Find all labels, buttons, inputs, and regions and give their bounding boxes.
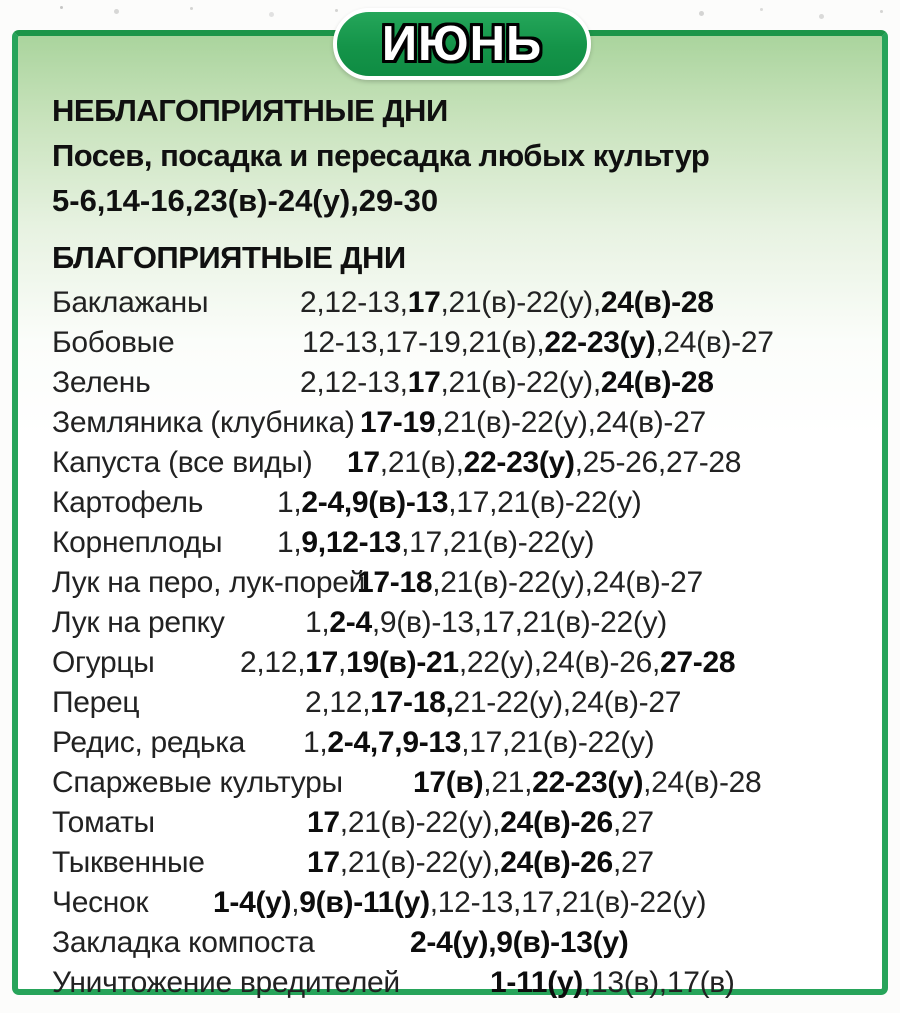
dates-segment: ,21(в), xyxy=(379,446,464,479)
calendar-sheet xyxy=(12,30,888,999)
dates-bold-segment: 1-4(у) xyxy=(213,886,292,919)
dates-bold-segment: 9(в)-11(у) xyxy=(299,886,430,919)
unfavorable-title: НЕБЛАГОПРИЯТНЫЕ ДНИ xyxy=(52,93,448,128)
table-row xyxy=(52,723,858,763)
dates-segment: 2,12-13, xyxy=(300,286,408,319)
dates-bold-segment: 17 xyxy=(407,286,441,319)
crop-name: Перец xyxy=(52,686,140,719)
dates-bold-segment: 1-11(у) xyxy=(490,966,583,999)
dates-segment: ,21(в)-22(у), xyxy=(440,286,601,319)
dates-bold-segment: 17 xyxy=(407,366,441,399)
dates-bold-segment: 9,12-13 xyxy=(301,526,402,559)
crop-name: Чеснок xyxy=(52,886,149,919)
dates-segment: 1, xyxy=(277,486,302,519)
dates-segment: ,24(в)-27 xyxy=(655,326,774,359)
dates-bold-segment: 22-23(у) xyxy=(532,766,644,799)
dates-bold-segment: 24(в)-28 xyxy=(600,366,714,399)
month-title: ИЮНЬ xyxy=(381,16,543,71)
dates-bold-segment: 2-4(у),9(в)-13(у) xyxy=(410,926,629,959)
dates-segment: ,21(в)-22(у), xyxy=(339,806,501,839)
dates-segment: ,22(у),24(в)-26, xyxy=(458,646,661,679)
dates-segment: ,13(в),17(в) xyxy=(582,966,735,999)
crop-dates xyxy=(300,283,714,323)
dates-segment: ,21(в)-22(у), xyxy=(339,846,501,879)
dates-segment: ,25-26,27-28 xyxy=(574,446,742,479)
crop-dates xyxy=(277,483,641,523)
crop-name: Корнеплоды xyxy=(52,526,223,559)
table-row xyxy=(52,963,858,1003)
crop-name: Картофель xyxy=(52,486,204,519)
favorable-title: БЛАГОПРИЯТНЫЕ ДНИ xyxy=(52,240,406,275)
crop-name: Капуста (все виды) xyxy=(52,446,313,479)
crop-dates xyxy=(360,403,706,443)
dates-segment: ,12-13,17,21(в)-22(у) xyxy=(429,886,707,919)
scan-noise xyxy=(60,6,63,9)
crop-dates xyxy=(307,803,654,843)
dates-bold-segment: 22-23(у) xyxy=(463,446,575,479)
crop-name: Лук на перо, лук-порей xyxy=(52,566,366,599)
dates-segment: ,17,21(в)-22(у) xyxy=(448,486,642,519)
crop-dates xyxy=(490,963,735,1003)
dates-segment: 2,12-13, xyxy=(300,366,408,399)
table-row xyxy=(52,843,858,883)
crop-name: Лук на репку xyxy=(52,606,225,639)
dates-segment: 2,12, xyxy=(240,646,306,679)
dates-segment: 1, xyxy=(303,726,328,759)
dates-segment: ,21(в)-22(у),24(в)-27 xyxy=(435,406,706,439)
favorable-rows xyxy=(52,283,858,1003)
crop-name: Баклажаны xyxy=(52,286,209,319)
dates-segment: 21-22(у),24(в)-27 xyxy=(453,686,682,719)
month-tab xyxy=(333,8,591,80)
table-row xyxy=(52,443,858,483)
dates-segment: ,21(в)-22(у), xyxy=(440,366,601,399)
dates-bold-segment: 17(в) xyxy=(413,766,484,799)
crop-name: Уничтожение вредителей xyxy=(52,966,400,999)
table-row xyxy=(52,883,858,923)
crop-dates xyxy=(413,763,761,803)
dates-bold-segment: 2-4,7,9-13 xyxy=(327,726,462,759)
table-row xyxy=(52,483,858,523)
dates-segment: ,27 xyxy=(612,806,654,839)
dates-segment: ,21, xyxy=(483,766,533,799)
table-row xyxy=(52,683,858,723)
crop-name: Редис, редька xyxy=(52,726,246,759)
table-row xyxy=(52,603,858,643)
crop-dates xyxy=(302,323,774,363)
unfavorable-subtitle: Посев, посадка и пересадка любых культур xyxy=(52,138,710,173)
crop-dates xyxy=(307,843,654,883)
crop-name: Огурцы xyxy=(52,646,155,679)
crop-dates xyxy=(303,723,654,763)
crop-dates xyxy=(410,923,628,963)
table-row xyxy=(52,363,858,403)
crop-name: Томаты xyxy=(52,806,155,839)
dates-bold-segment: 17-18, xyxy=(370,686,454,719)
dates-bold-segment: 17-18 xyxy=(357,566,433,599)
table-row xyxy=(52,643,858,683)
sheet-content xyxy=(18,36,882,1003)
dates-bold-segment: 17 xyxy=(307,846,340,879)
dates-bold-segment: 19(в)-21 xyxy=(346,646,459,679)
unfavorable-dates: 5-6,14-16,23(в)-24(у),29-30 xyxy=(52,183,439,218)
dates-bold-segment: 17 xyxy=(307,806,340,839)
dates-segment: 1, xyxy=(277,526,302,559)
table-row xyxy=(52,563,858,603)
dates-bold-segment: 27-28 xyxy=(660,646,736,679)
crop-name: Бобовые xyxy=(52,326,175,359)
table-row xyxy=(52,523,858,563)
crop-name: Спаржевые культуры xyxy=(52,766,343,799)
dates-segment: , xyxy=(338,646,347,679)
crop-name: Земляника (клубника) xyxy=(52,406,355,439)
dates-segment: ,17,21(в)-22(у) xyxy=(461,726,655,759)
crop-dates xyxy=(300,363,714,403)
dates-bold-segment: 22-23(у) xyxy=(544,326,656,359)
dates-segment: ,17,21(в)-22(у) xyxy=(401,526,595,559)
dates-bold-segment: 17 xyxy=(347,446,380,479)
dates-bold-segment: 24(в)-26 xyxy=(500,806,613,839)
crop-name: Закладка компоста xyxy=(52,926,315,959)
dates-bold-segment: 17-19 xyxy=(360,406,436,439)
crop-name: Зелень xyxy=(52,366,151,399)
table-row xyxy=(52,763,858,803)
crop-dates xyxy=(213,883,706,923)
table-row xyxy=(52,803,858,843)
table-row xyxy=(52,923,858,963)
dates-segment: ,27 xyxy=(612,846,654,879)
dates-segment: 12-13,17-19,21(в), xyxy=(302,326,545,359)
crop-dates xyxy=(357,563,703,603)
crop-dates xyxy=(240,643,735,683)
table-row xyxy=(52,283,858,323)
dates-bold-segment: 2-4 xyxy=(329,606,372,639)
dates-segment: ,21(в)-22(у),24(в)-27 xyxy=(432,566,703,599)
crop-dates xyxy=(305,683,681,723)
dates-bold-segment: 2-4,9(в)-13 xyxy=(301,486,449,519)
dates-segment: 2,12, xyxy=(305,686,371,719)
table-row xyxy=(52,323,858,363)
crop-name: Тыквенные xyxy=(52,846,205,879)
crop-dates xyxy=(305,603,667,643)
dates-bold-segment: 24(в)-26 xyxy=(500,846,613,879)
dates-segment: ,24(в)-28 xyxy=(643,766,762,799)
crop-dates xyxy=(277,523,594,563)
dates-bold-segment: 17 xyxy=(305,646,339,679)
table-row xyxy=(52,403,858,443)
crop-dates xyxy=(347,443,741,483)
dates-segment: ,9(в)-13,17,21(в)-22(у) xyxy=(371,606,667,639)
dates-segment: , xyxy=(291,886,300,919)
dates-segment: 1, xyxy=(305,606,330,639)
dates-bold-segment: 24(в)-28 xyxy=(600,286,714,319)
